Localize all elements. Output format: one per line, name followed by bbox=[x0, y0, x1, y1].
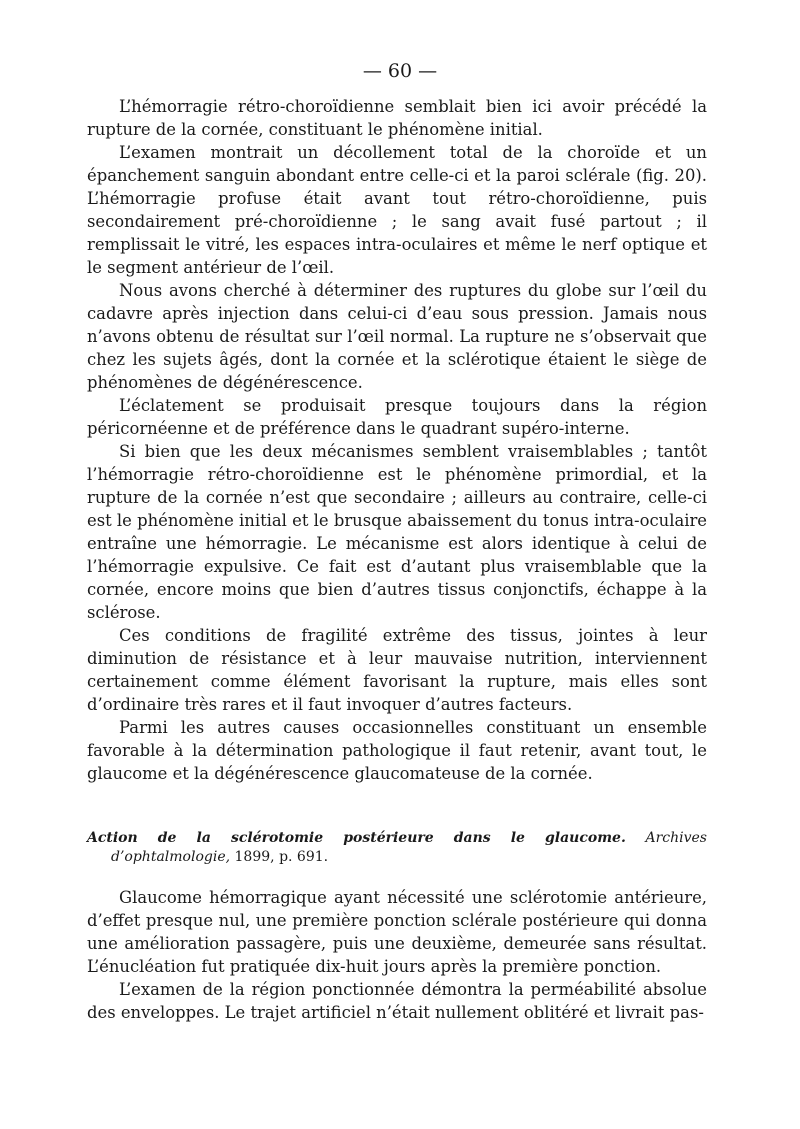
paragraph: Si bien que les deux mécanismes semblent vraisemblables ; tantôt l’hémorragie rétro-choroïdienne est le phénomène primordial, et la rupture de la cornée n’est que secondaire ; ailleurs au contraire, celle-ci est le phénomène initial et le brusque abaissement du tonus intra-oculaire entraîne une hémorragie. Le mécanisme est alors identique à celui de l’hémorragie expulsive. Ce fait est d’autant plus vraisemblable que la cornée, encore moins que bien d’autres tissus conjonctifs, échappe à la sclérose. bbox=[87, 442, 707, 622]
main-text bbox=[87, 95, 707, 785]
paragraph: L’examen montrait un décollement total de la choroïde et un épanchement sanguin abondant entre celle-ci et la paroi sclérale (fig. 20). L’hémorragie profuse était avant tout rétro-choroïdienne, puis secondairement pré-choroïdienne ; le sang avait fusé partout ; il remplissait le vitré, les espaces intra-oculaires et même le nerf optique et le segment antérieur de l’œil. bbox=[87, 143, 707, 277]
reference-pages: p. 691. bbox=[279, 849, 329, 865]
paragraph: Nous avons cherché à déterminer des ruptures du globe sur l’œil du cadavre après injection dans celui-ci d’eau sous pression. Jamais nous n’avons obtenu de résultat sur l’œil normal. La rupture ne s’observait que chez les sujets âgés, dont la cornée et la sclérotique étaient le siège de phénomènes de dégénérescence. bbox=[87, 281, 707, 392]
paragraph: L’examen de la région ponctionnée démontra la perméabilité absolue des enveloppes. Le trajet artificiel n’était nullement oblitéré et livrait pas- bbox=[87, 980, 707, 1022]
paragraph: L’éclatement se produisait presque toujours dans la région péricornéenne et de préférence dans le quadrant supéro-interne. bbox=[87, 396, 707, 438]
paragraph: Parmi les autres causes occasionnelles constituant un ensemble favorable à la détermination pathologique il faut retenir, avant tout, le glaucome et la dégénérescence glaucomateuse de la cornée. bbox=[87, 718, 707, 783]
paragraph: L’hémorragie rétro-choroïdienne semblait bien ici avoir précédé la rupture de la cornée, constituant le phénomène initial. bbox=[87, 97, 707, 139]
case-text bbox=[87, 886, 707, 1024]
reference-title: Action de la sclérotomie postérieure dans le glaucome. bbox=[87, 830, 626, 846]
reference-journal: Archives d’ophtalmologie, bbox=[111, 830, 707, 865]
paragraph: Glaucome hémorragique ayant nécessité une sclérotomie antérieure, d’effet presque nul, une première ponction sclérale postérieure qui donna une amélioration passagère, puis une deuxième, demeurée sans résultat. L’énucléation fut pratiquée dix-huit jours après la première ponction. bbox=[87, 888, 707, 976]
reference-year: 1899, bbox=[234, 849, 275, 865]
bibliographic-reference bbox=[87, 829, 707, 867]
page-number: — 60 — bbox=[362, 60, 438, 82]
paragraph: Ces conditions de fragilité extrême des tissus, jointes à leur diminution de résistance et à leur mauvaise nutrition, interviennent certainement comme élément favorisant la rupture, mais elles sont d’ordinaire très rares et il faut invoquer d’autres facteurs. bbox=[87, 626, 707, 714]
